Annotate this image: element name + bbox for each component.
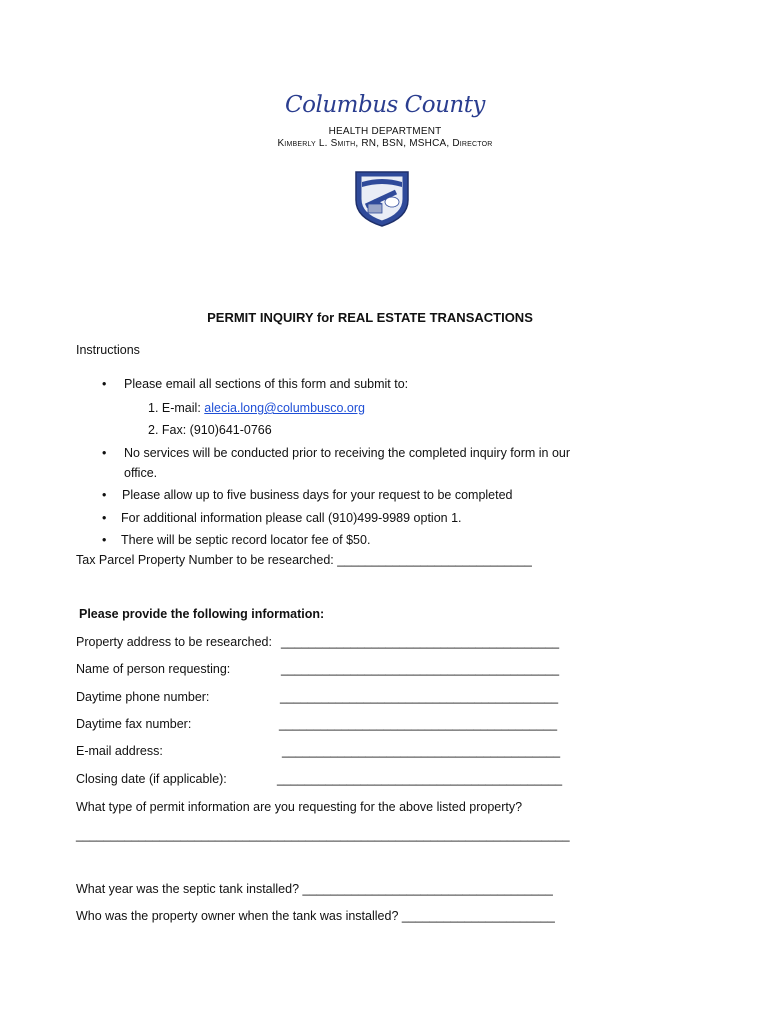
property-address-field[interactable]: ________________________________________ [281,635,560,649]
instructions-heading: Instructions [76,343,140,357]
county-seal-logo [350,166,414,230]
tax-parcel-field[interactable]: Tax Parcel Property Number to be researched: ____________________________ [76,553,532,567]
email-address-field[interactable]: ________________________________________ [282,744,561,758]
department-name: HEALTH DEPARTMENT [328,126,442,137]
daytime-phone-field[interactable]: ________________________________________ [280,690,559,704]
closing-date-label: Closing date (if applicable): [76,772,227,786]
daytime-phone-label: Daytime phone number: [76,690,210,704]
director-line: Kimberly L. Smith, RN, BSN, MSHCA, Director [277,138,493,149]
property-owner-question[interactable]: Who was the property owner when the tank was installed? ______________________ [76,909,555,923]
form-title: PERMIT INQUIRY for REAL ESTATE TRANSACTIONS [207,310,533,325]
org-name: Columbus County [285,92,485,118]
permit-type-field[interactable]: _______________________________________________________________________ [76,828,570,842]
instruction-item: There will be septic record locator fee of $50. [121,533,371,547]
daytime-fax-field[interactable]: ________________________________________ [279,717,558,731]
bullet-icon: • [102,533,107,547]
email-prefix: 1. E-mail: [148,401,205,415]
instruction-item: Please allow up to five business days for your request to be completed [122,488,513,502]
septic-year-question[interactable]: What year was the septic tank installed? ____________________________________ [76,882,553,896]
provide-info-heading: Please provide the following information: [79,607,325,621]
bullet-icon: • [102,446,107,460]
name-label: Name of person requesting: [76,662,231,676]
bullet-icon: • [102,488,107,502]
email-address-label: E-mail address: [76,744,163,758]
closing-date-field[interactable]: _________________________________________ [277,772,563,786]
instruction-item: Please email all sections of this form and submit to: [124,377,409,391]
name-field[interactable]: ________________________________________ [281,662,560,676]
permit-type-question: What type of permit information are you requesting for the above listed property? [76,800,523,814]
property-address-label: Property address to be researched: [76,635,272,649]
daytime-fax-label: Daytime fax number: [76,717,192,731]
email-link[interactable]: alecia.long@columbusco.org [204,401,365,415]
bullet-icon: • [102,511,107,525]
bullet-icon: • [102,377,107,391]
instruction-item-continued: office. [124,466,158,480]
instruction-item: For additional information please call (910)499-9989 option 1. [121,511,462,525]
instruction-subitem-fax: 2. Fax: (910)641-0766 [148,423,272,437]
instruction-subitem-email [148,401,365,415]
instruction-item: No services will be conducted prior to receiving the completed inquiry form in our [124,446,571,460]
